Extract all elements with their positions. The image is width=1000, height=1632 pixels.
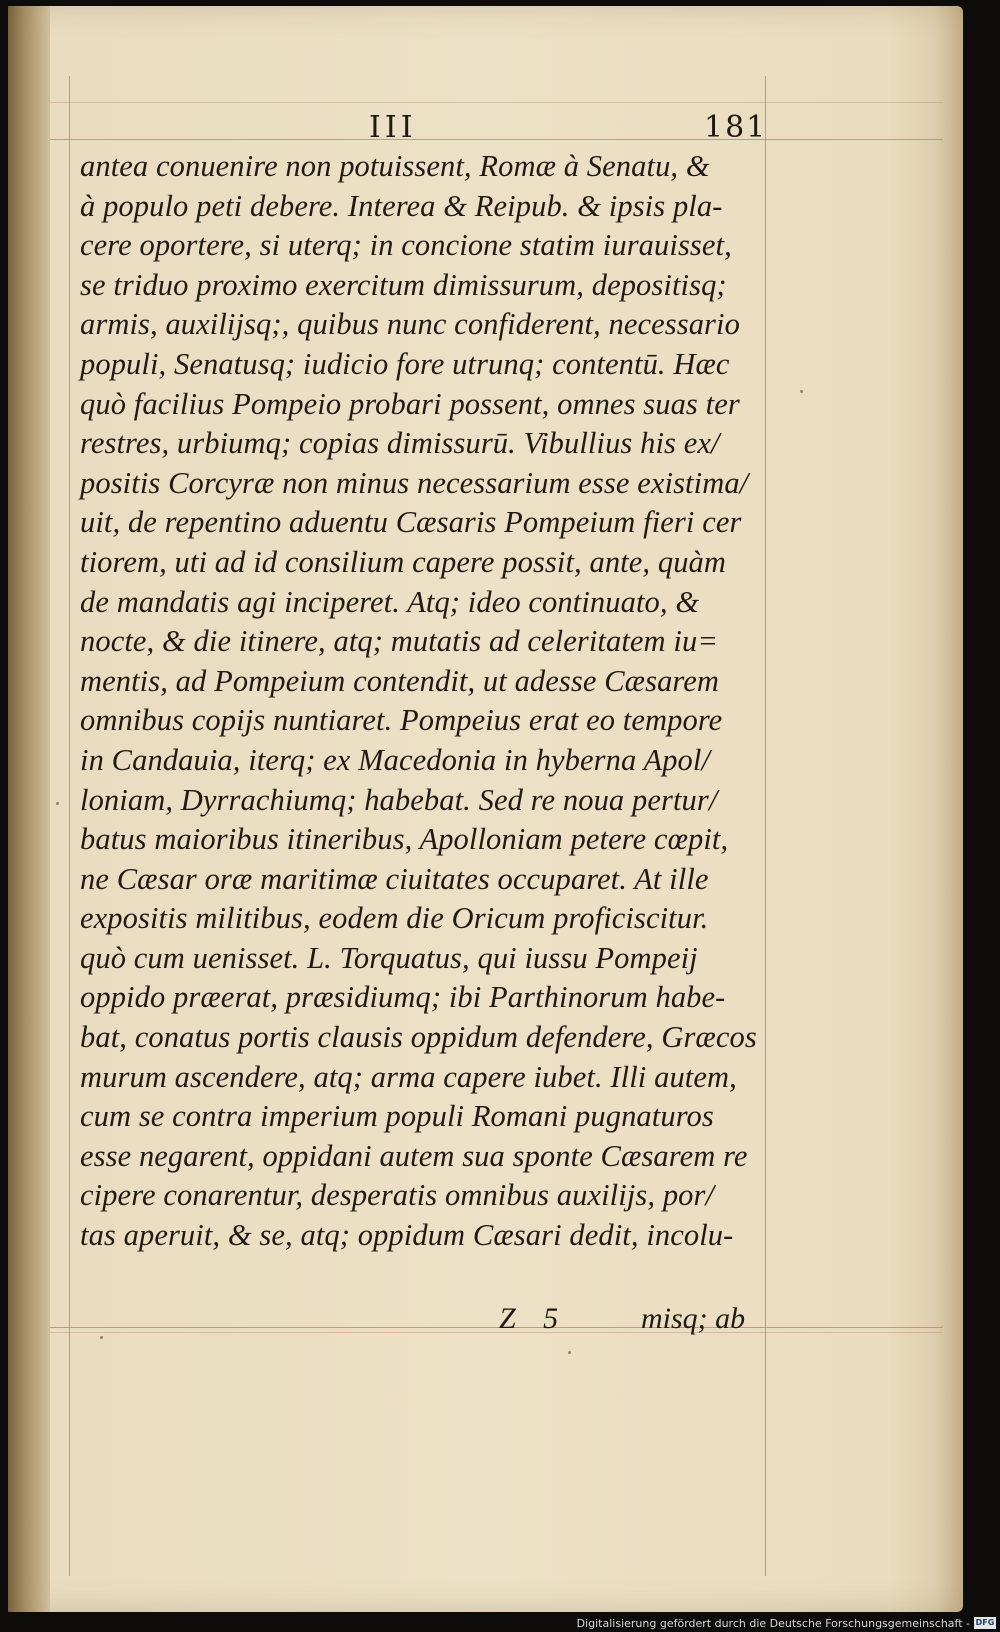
text-line: quò facilius Pompeio probari possent, omnes suas ter xyxy=(80,386,740,421)
text-line: restres, urbiumq; copias dimissurū. Vibullius his ex/ xyxy=(80,426,720,461)
text-line: in Candauia, iterq; ex Macedonia in hyberna Apol/ xyxy=(80,742,711,777)
ruled-line-left xyxy=(69,76,70,1576)
binding-gutter xyxy=(8,6,50,1612)
text-line: à populo peti debere. Interea & Reipub. & ipsis pla- xyxy=(80,188,723,223)
paper-speck xyxy=(800,390,803,393)
text-line: omnibus copijs nuntiaret. Pompeius erat eo tempore xyxy=(80,703,723,738)
footer-bar xyxy=(0,1612,1000,1632)
text-line: expositis militibus, eodem die Oricum proficiscitur. xyxy=(80,901,709,936)
text-line: tiorem, uti ad id consilium capere possit, ante, quàm xyxy=(80,544,727,579)
text-line: positis Corcyræ non minus necessarium esse existima/ xyxy=(80,465,749,500)
text-line: antea conuenire non potuissent, Romæ à Senatu, & xyxy=(80,149,710,183)
book-page xyxy=(8,6,963,1612)
text-line: cum se contra imperium populi Romani pugnaturos xyxy=(80,1099,714,1134)
text-line: esse negarent, oppidani autem sua sponte Cæsarem re xyxy=(80,1138,748,1173)
text-line: tas aperuit, & se, atq; oppidum Cæsari dedit, incolu- xyxy=(80,1218,734,1253)
text-line: batus maioribus itineribus, Apolloniam petere cœpit, xyxy=(80,822,729,857)
text-line: ne Cæsar oræ maritimæ ciuitates occuparet. At ille xyxy=(80,861,709,896)
folio-number-right: 181 xyxy=(704,110,768,145)
text-line: bat, conatus portis clausis oppidum defendere, Græcos xyxy=(80,1020,757,1055)
text-line: oppido præerat, præsidiumq; ibi Parthinorum habe- xyxy=(80,980,726,1015)
text-line: murum ascendere, atq; arma capere iubet. Illi autem, xyxy=(80,1059,737,1094)
signature-mark: Z 5 xyxy=(499,1302,569,1335)
text-line: quò cum uenisset. L. Torquatus, qui iussu Pompeij xyxy=(80,940,698,975)
catchword: misq; ab xyxy=(641,1302,746,1335)
paper-speck xyxy=(56,802,59,805)
ruled-line-head xyxy=(50,102,943,103)
catchword-line xyxy=(68,1302,768,1342)
text-line: mentis, ad Pompeium contendit, ut adesse Cæsarem xyxy=(80,663,720,698)
funding-credit: Digitalisierung gefördert durch die Deutsche Forschungsgemeinschaft - xyxy=(576,1617,970,1630)
text-line: populi, Senatusq; iudicio fore utrunq; contentū. Hæc xyxy=(80,346,730,381)
running-head xyxy=(68,110,768,150)
text-line: nocte, & die itinere, atq; mutatis ad celeritatem iu= xyxy=(80,624,719,659)
text-line: armis, auxilijsq;, quibus nunc confiderent, necessario xyxy=(80,307,740,342)
text-line: cipere conarentur, desperatis omnibus auxilijs, por/ xyxy=(80,1178,715,1213)
folio-number-left: III xyxy=(369,110,417,145)
text-line: uit, de repentino aduentu Cæsaris Pompeium fieri cer xyxy=(80,505,742,540)
text-line: cere oportere, si uterq; in concione statim iurauisset, xyxy=(80,228,732,263)
dfg-logo: DFG xyxy=(975,1618,995,1627)
body-text xyxy=(80,147,770,1256)
paper-speck xyxy=(568,1351,571,1354)
text-line: se triduo proximo exercitum dimissurum, depositisq; xyxy=(80,267,727,302)
text-line: loniam, Dyrrachiumq; habebat. Sed re noua pertur/ xyxy=(80,782,718,817)
text-line: de mandatis agi inciperet. Atq; ideo continuato, & xyxy=(80,584,700,619)
paper-speck xyxy=(100,1336,103,1339)
